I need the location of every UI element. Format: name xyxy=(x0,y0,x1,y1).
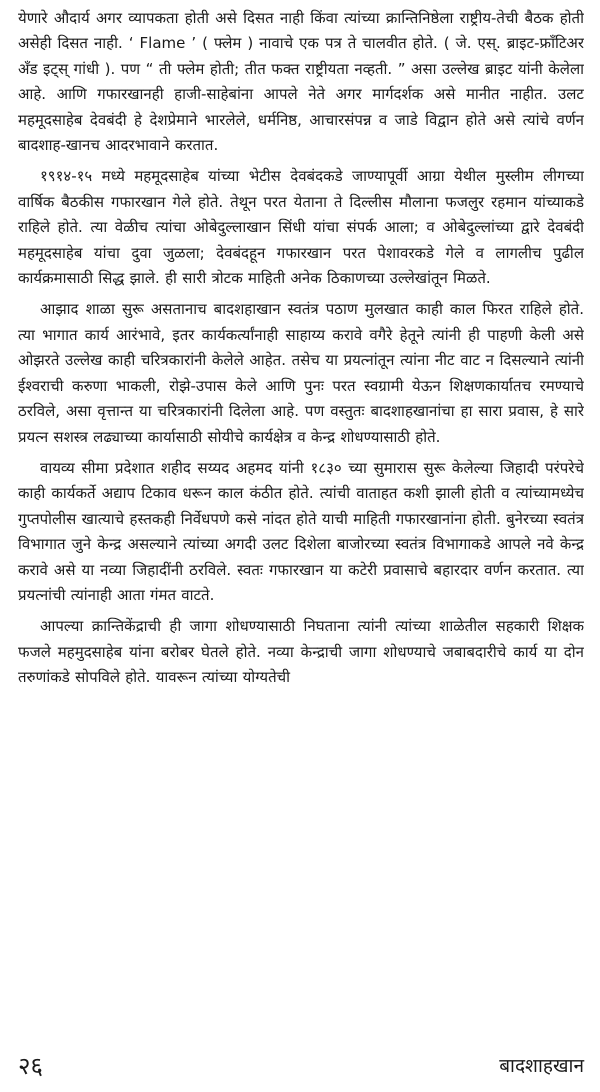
page-number: २६ xyxy=(18,1051,43,1080)
page-footer xyxy=(18,1048,584,1082)
paragraph-1: येणारे औदार्य अगर व्यापकता होती असे दिसत नाही किंवा त्यांच्या क्रान्तिनिष्ठेला राष्ट्रीय-तेची बैठक होती असेही दिसत नाही. ‘ Flame ’ ( फ्लेम ) नावाचे एक पत्र ते चालवीत होते. ( जे. एस्. ब्राइट-फ्राँटिअर अँड इट्स् गांधी ). पण “ ती फ्लेम होती; तीत फक्त राष्ट्रीयता नव्हती. ” असा उल्लेख ब्राइट यांनी केलेला आहे. आणि गफारखानही हाजी-साहेबांना आपले नेते अगर मार्गदर्शक असे मानीत नाहीत. उलट महमूदसाहेब देवबंदी हे देशप्रेमाने भारलेले, धर्मनिष्ठ, आचारसंपन्न व जाडे विद्वान होते असे त्यांचे वर्णन बादशाह-खानच आदरभावाने करतात. xyxy=(18,9,584,155)
running-title: बादशाहखान xyxy=(499,1055,584,1077)
paragraph-3: आझाद शाळा सुरू असतानाच बादशहाखान स्वतंत्र पठाण मुलखात काही काल फिरत राहिले होते. त्या भागात कार्य आरंभावे, इतर कार्यकर्त्यांनाही साहाय्य करावे वगैरे हेतूने त्यांनी ही पाहणी केली असे ओझरते उल्लेख काही चरित्रकारांनी केलेले आहेत. तसेच या प्रयत्नांतून त्यांना नीट वाट न दिसल्याने त्यांनी ईश्वराची करुणा भाकली, रोझे-उपास केले आणि पुनः परत स्वग्रामी येऊन शिक्षणकार्यातच रमण्याचे ठरविले, असा वृत्तान्त या चरित्रकारांनी दिलेला आहे. पण वस्तुतः बादशाहखानांचा हा सारा प्रवास, हे सारे प्रयत्न सशस्त्र लढ्याच्या कार्यासाठी सोयीचे कार्यक्षेत्र व केन्द्र शोधण्यासाठी होते. xyxy=(18,300,584,446)
paragraph-5: आपल्या क्रान्तिकेंद्राची ही जागा शोधण्यासाठी निघताना त्यांनी त्यांच्या शाळेतील सहकारी शिक्षक फजले महमुदसाहेब यांना बरोबर घेतले होते. नव्या केन्द्राची जागा शोधण्याचे जबाबदारीचे कार्य या दोन तरुणांकडे सोपविले होते. यावरून त्यांच्या योग्यतेची xyxy=(18,617,584,687)
paragraph-2: १९१४-१५ मध्ये महमूदसाहेब यांच्या भेटीस देवबंदकडे जाण्यापूर्वी आग्रा येथील मुस्लीम लीगच्या वार्षिक बैठकीस गफारखान गेले होते. तेथून परत येताना ते दिल्लीस मौलाना फजलुर रहमान यांच्याकडे राहिले होते. त्या वेळीच त्यांचा ओबेदुल्लाखान सिंधी यांचा संपर्क आला; व ओबेदुल्लांच्या द्वारे देवबंदी महमूदसाहेब यांचा दुवा जुळला; देवबंदहून गफारखान परत पेशावरकडे गेले व लागलीच पुढील कार्यक्रमासाठी सिद्ध झाले. ही सारी त्रोटक माहिती अनेक ठिकाणच्या उल्लेखांतून मिळते. xyxy=(18,167,584,288)
page-body xyxy=(18,6,584,1046)
paragraph-4: वायव्य सीमा प्रदेशात शहीद सय्यद अहमद यांनी १८३० च्या सुमारास सुरू केलेल्या जिहादी परंपरेचे काही कार्यकर्ते अद्याप टिकाव धरून काल कंठीत होते. त्यांची वाताहत कशी झाली होती व त्यांच्यामध्येच गुप्तपोलीस खात्याचे हस्तकही निर्वेधपणे कसे नांदत होते याची माहिती गफारखानांना होती. बुनेरच्या स्वतंत्र विभागात जुने केन्द्र असल्याने त्यांच्या अगदी उलट दिशेला बाजोरच्या स्वतंत्र विभागाकडे आपले नवे केन्द्र करावे असे या नव्या जिहादींनी ठरविले. स्वतः गफारखान या कटेरी प्रवासाचे बहारदार वर्णन करतात. त्या प्रयत्नांची त्यांनाही आता गंमत वाटते. xyxy=(18,458,584,604)
